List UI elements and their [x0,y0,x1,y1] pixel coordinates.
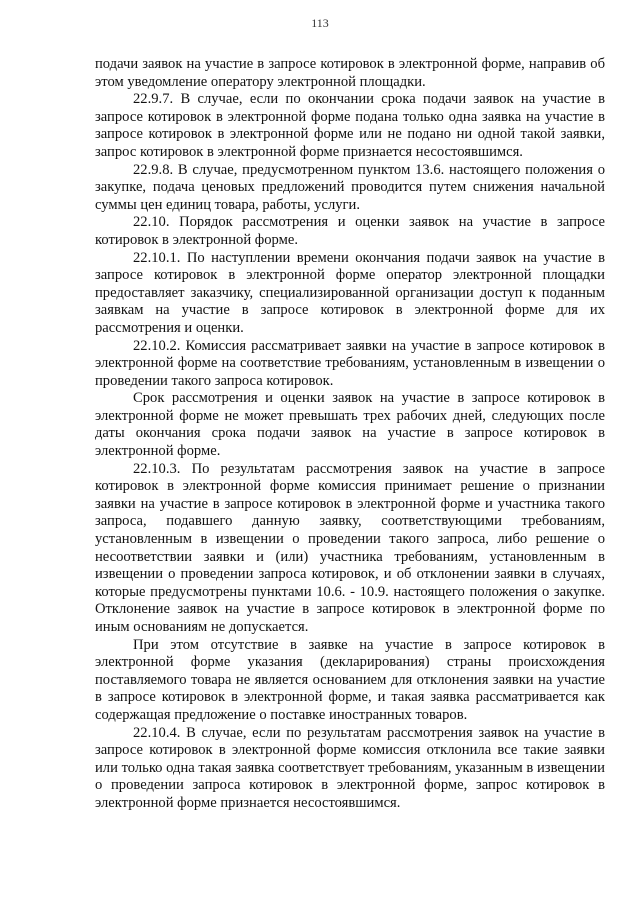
paragraph-country-of-origin: При этом отсутствие в заявке на участие в запросе котировок в электронной форме указания (декларирования) страны происхождения поставляемого товара не является основанием для отклонения заявки на участие в запросе котировок в электронной форме, и такая заявка рассматривается как содержащая предложение о поставке иностранных товаров. [95,636,605,723]
paragraph-continuation: подачи заявок на участие в запросе котировок в электронной форме, направив об этом уведомление оператору электронной площадки. [95,56,605,90]
page-number: 113 [311,16,329,30]
paragraph-22-10-2: 22.10.2. Комиссия рассматривает заявки на участие в запросе котировок в электронной форме на соответствие требованиям, установленным в извещении о проведении такого запроса котировок. [95,337,605,389]
paragraph-22-10-4: 22.10.4. В случае, если по результатам рассмотрения заявок на участие в запросе котировок в электронной форме комиссия отклонила все такие заявки или только одна такая заявка соответствует требованиям, указанным в извещении о проведении запроса котировок в электронной форме, запрос котировок в электронной форме признается несостоявшимся. [95,724,605,811]
paragraph-22-9-7: 22.9.7. В случае, если по окончании срока подачи заявок на участие в запросе котировок в электронной форме подана только одна заявка на участие в запросе котировок в электронной форме или не подано ни одной такой заявки, запрос котировок в электронной форме признается несостоявшимся. [95,91,605,160]
paragraph-22-10-1: 22.10.1. По наступлении времени окончания подачи заявок на участие в запросе котировок в электронной форме оператор электронной площадки предоставляет заказчику, специализированной организации доступ к поданным заявкам на участие в запросе котировок в электронной форме для их рассмотрения и оценки. [95,249,605,336]
section-heading-22-10: 22.10. Порядок рассмотрения и оценки заявок на участие в запросе котировок в электронной форме. [95,214,605,248]
paragraph-22-10-3: 22.10.3. По результатам рассмотрения заявок на участие в запросе котировок в электронной форме комиссия принимает решение о признании заявки на участие в запросе котировок в электронной форме и участника такого запроса, подавшего данную заявку, соответствующими требованиям, установленным в извещении о проведении такого запроса, либо решение о несоответствии заявки и (или) участника требованиям, установленным в извещении о проведении запроса котировок, и об отклонении заявки в случаях, которые предусмотрены пунктами 10.6. - 10.9. настоящего положения о закупке. Отклонение заявок на участие в запросе котировок в электронной форме по иным основаниям не допускается. [95,460,605,635]
document-body [95,56,605,813]
paragraph-22-9-8: 22.9.8. В случае, предусмотренном пунктом 13.6. настоящего положения о закупке, подача ценовых предложений проводится путем снижения начальной суммы цен единиц товара, работы, услуги. [95,161,605,213]
paragraph-review-deadline: Срок рассмотрения и оценки заявок на участие в запросе котировок в электронной форме не может превышать трех рабочих дней, следующих после даты окончания срока подачи заявок на участие в запросе котировок в электронной форме. [95,390,605,460]
